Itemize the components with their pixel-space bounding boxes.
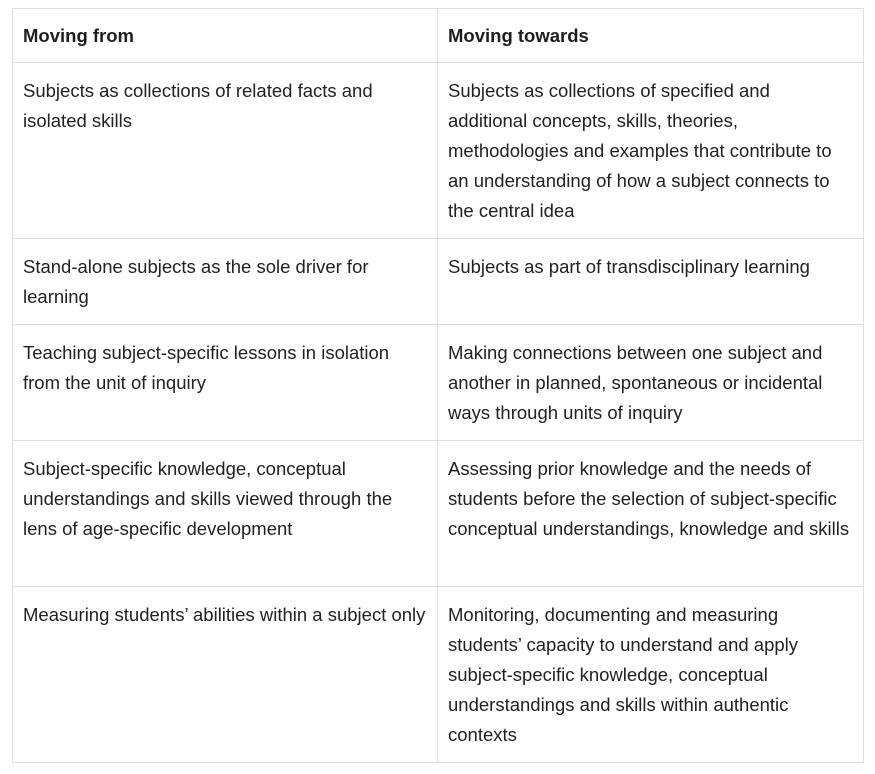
header-moving-from: Moving from — [13, 9, 438, 63]
table-row — [13, 587, 864, 763]
cell-moving-from: Subjects as collections of related facts and isolated skills — [13, 63, 438, 239]
cell-moving-from: Stand-alone subjects as the sole driver for learning — [13, 239, 438, 325]
table-row — [13, 63, 864, 239]
cell-moving-towards: Making connections between one subject and another in planned, spontaneous or incidental ways through units of inquiry — [438, 325, 864, 441]
comparison-table-container — [12, 8, 863, 763]
cell-moving-from: Teaching subject-specific lessons in isolation from the unit of inquiry — [13, 325, 438, 441]
table-header-row — [13, 9, 864, 63]
comparison-table — [12, 8, 864, 763]
header-moving-towards: Moving towards — [438, 9, 864, 63]
table-row — [13, 441, 864, 587]
cell-moving-towards: Subjects as collections of specified and additional concepts, skills, theories, methodologies and examples that contribute to an understanding of how a subject connects to the central idea — [438, 63, 864, 239]
cell-moving-from: Measuring students’ abilities within a subject only — [13, 587, 438, 763]
cell-moving-from: Subject-specific knowledge, conceptual understandings and skills viewed through the lens of age-specific development — [13, 441, 438, 587]
cell-moving-towards: Subjects as part of transdisciplinary learning — [438, 239, 864, 325]
cell-moving-towards: Assessing prior knowledge and the needs of students before the selection of subject-specific conceptual understandings, knowledge and skills — [438, 441, 864, 587]
table-row — [13, 325, 864, 441]
cell-moving-towards: Monitoring, documenting and measuring students’ capacity to understand and apply subject-specific knowledge, conceptual understandings and skills within authentic contexts — [438, 587, 864, 763]
table-row — [13, 239, 864, 325]
